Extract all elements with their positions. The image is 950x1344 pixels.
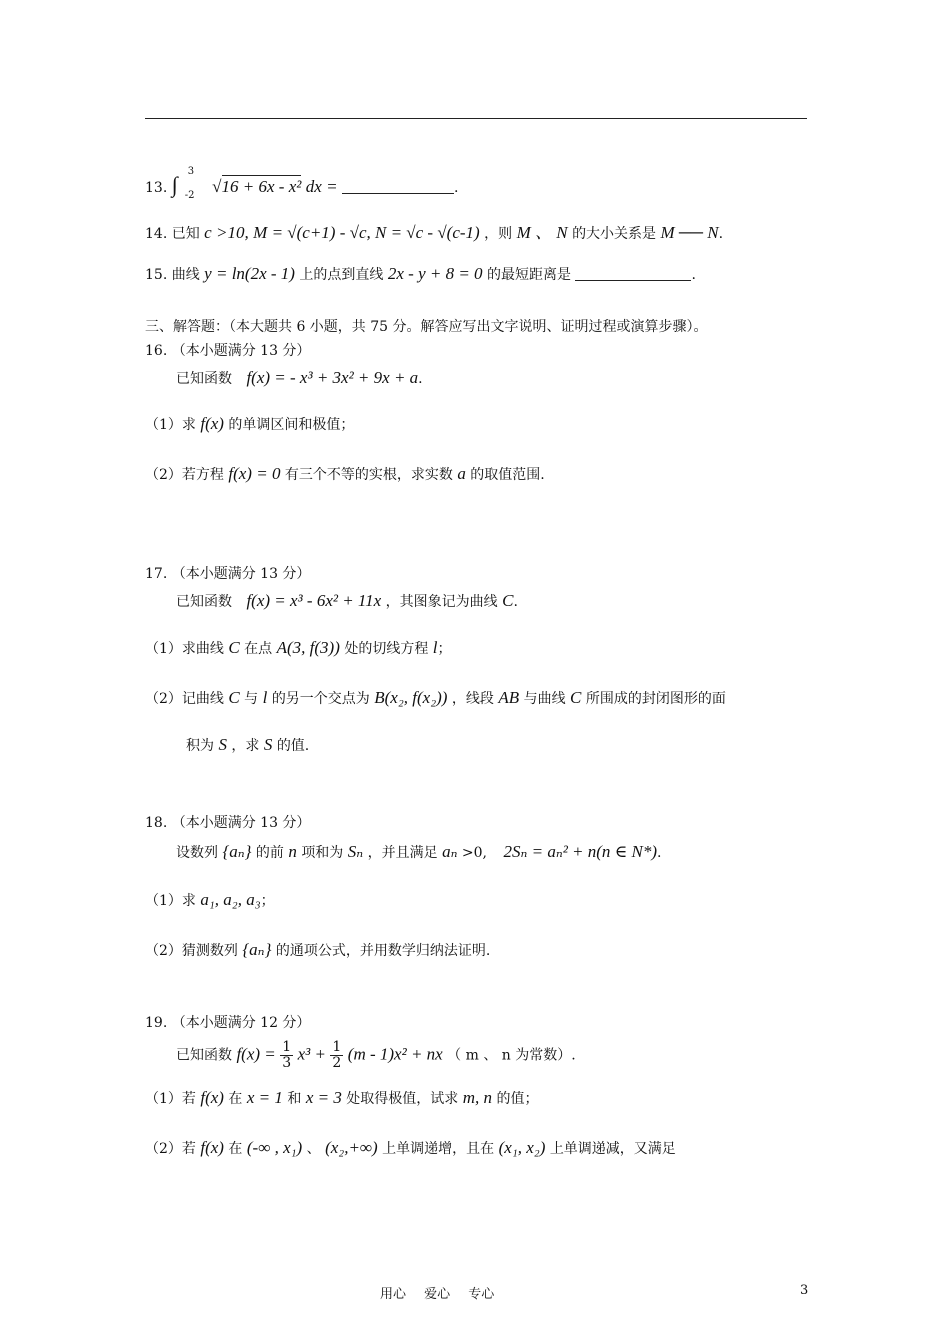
question-number: 13. xyxy=(145,180,168,196)
condition-expr: c >10, xyxy=(204,223,249,242)
text: 、 xyxy=(306,1141,321,1157)
text: 已知函数 xyxy=(176,371,232,387)
sequence-expr: {aₙ} xyxy=(242,940,272,959)
function-part: x³ + xyxy=(297,1044,326,1064)
interval-expr: (-∞ , x₁) xyxy=(246,1138,303,1157)
function-expr: f(x) xyxy=(200,1088,224,1107)
mn-vars: M 、 N xyxy=(516,223,568,242)
function-lhs: f(x) = xyxy=(236,1044,276,1064)
text: 上的点到直线 xyxy=(299,267,384,283)
interval-expr: (x₂,+∞) xyxy=(325,1138,378,1157)
text: 上单调递减，又满足 xyxy=(549,1141,676,1157)
curve-var: C xyxy=(570,688,582,707)
q19-part1 xyxy=(145,1088,538,1108)
var-s: S xyxy=(263,735,273,754)
integral-lower-limit: -2 xyxy=(184,190,195,201)
frac-num: 1 xyxy=(282,1039,292,1055)
part-label: （1）求 xyxy=(145,893,196,909)
text: ，其图象记为曲线 xyxy=(385,594,498,610)
question-19-title: 19. （本小题满分 12 分） xyxy=(145,1015,311,1031)
q16-part1 xyxy=(145,414,354,434)
text: 的值. xyxy=(276,738,310,754)
function-part: (m - 1)x² + nx xyxy=(347,1044,443,1064)
text: 的前 xyxy=(255,845,284,861)
q16-given: 已知函数 f(x) = - x³ + 3x² + 9x + a. xyxy=(176,368,423,387)
integrand-radicand: 16 + 6x - x² xyxy=(221,177,302,196)
q18-given: 设数列 {aₙ} 的前 n 项和为 Sₙ ，并且满足 aₙ >0, 2Sₙ = aₙ² + n(n ∈ N*). xyxy=(176,842,662,861)
text: 设数列 xyxy=(176,845,218,861)
equation-expr: f(x) = 0 xyxy=(228,464,281,483)
text: ，线段 xyxy=(451,691,494,707)
text: 在 xyxy=(228,1141,243,1157)
text: 已知函数 xyxy=(176,594,232,610)
function-expr: f(x) xyxy=(200,1138,224,1157)
header-rule xyxy=(145,118,807,119)
question-18-title: 18. （本小题满分 13 分） xyxy=(145,815,311,831)
constant-note: （ m 、 n 为常数）. xyxy=(447,1047,576,1064)
text: 的最短距离是 xyxy=(487,267,572,283)
text: 的另一个交点为 xyxy=(271,691,370,707)
question-number: 14. 已知 xyxy=(145,226,200,242)
text: 积为 xyxy=(186,738,214,754)
text: 项和为 xyxy=(301,845,344,861)
function-expr: f(x) = x³ - 6x² + 11x xyxy=(246,591,382,610)
text: 在 xyxy=(228,1091,243,1107)
part-label: （2）若 xyxy=(145,1141,196,1157)
vars-mn: m, n xyxy=(462,1088,493,1107)
part-label: （1）求曲线 xyxy=(145,641,224,657)
part-label: （1）若 xyxy=(145,1091,196,1107)
text: 处取得极值，试求 xyxy=(346,1091,459,1107)
text: ，求 xyxy=(231,738,260,754)
part-label: （2）记曲线 xyxy=(145,691,224,707)
line-expr: 2x - y + 8 = 0 xyxy=(387,264,483,283)
curve-expr: y = ln(2x - 1) xyxy=(204,264,295,283)
function-expr: f(x) = - x³ + 3x² + 9x + a xyxy=(246,368,419,387)
sequence-expr: {aₙ} xyxy=(222,842,252,861)
var-sn: Sₙ xyxy=(347,842,364,861)
frac-den: 3 xyxy=(282,1055,292,1071)
q19-given xyxy=(176,1040,576,1071)
comparison-answer: M ── N xyxy=(660,223,719,242)
q17-part2 xyxy=(145,688,726,708)
var-a: a xyxy=(457,464,466,483)
var-l: l xyxy=(432,638,438,657)
text: 和 xyxy=(287,1091,302,1107)
question-15: 15. 曲线 y = ln(2x - 1) 上的点到直线 2x - y + 8 = 0 的最短距离是 . xyxy=(145,264,696,283)
frac-num: 1 xyxy=(332,1039,342,1055)
text: 的单调区间和极值； xyxy=(228,417,355,433)
integral-tail: dx = xyxy=(305,177,338,196)
text: ，并且满足 xyxy=(367,845,438,861)
q18-part1: （1）求 a₁, a₂, a₃； xyxy=(145,890,275,909)
segment-expr: AB xyxy=(498,688,520,707)
var-n: n xyxy=(288,842,297,861)
text: 所围成的封闭图形的面 xyxy=(585,691,726,707)
part-label: （2）若方程 xyxy=(145,467,224,483)
var-s: S xyxy=(218,735,227,754)
page-number: 3 xyxy=(800,1283,809,1298)
curve-var: C xyxy=(502,591,514,610)
relation-expr: 2Sₙ = aₙ² + n(n ∈ N*) xyxy=(503,842,658,861)
text: 与 xyxy=(244,691,259,707)
q19-part2 xyxy=(145,1138,676,1158)
text: 已知函数 xyxy=(176,1047,232,1064)
integral-sign: ∫ xyxy=(171,172,178,197)
fraction-one-third xyxy=(280,1040,293,1071)
var-an: aₙ xyxy=(442,842,458,861)
text: 有三个不等的实根，求实数 xyxy=(284,467,453,483)
question-number: 15. 曲线 xyxy=(145,267,200,283)
text: 上单调递增，且在 xyxy=(382,1141,495,1157)
point-expr: A(3, f(3)) xyxy=(276,638,340,657)
text: 的通项公式，并用数学归纳法证明. xyxy=(275,943,491,959)
answer-blank xyxy=(342,179,454,194)
q16-part2 xyxy=(145,464,545,484)
text: 与曲线 xyxy=(523,691,566,707)
question-16-title: 16. （本小题满分 13 分） xyxy=(145,343,311,359)
part-label: （2）猜测数列 xyxy=(145,943,238,959)
function-expr: f(x) xyxy=(200,414,224,433)
x-value: x = 3 xyxy=(305,1088,342,1107)
text: ，则 xyxy=(484,226,513,242)
q18-part2 xyxy=(145,940,490,960)
question-13: 13. ∫ 3 -2 √16 + 6x - x² dx = . xyxy=(145,166,459,201)
terms-expr: a₁, a₂, a₃ xyxy=(200,890,261,909)
x-value: x = 1 xyxy=(246,1088,283,1107)
text: >0, xyxy=(461,845,487,861)
section-heading: 三、解答题：（本大题共 6 小题，共 75 分。解答应写出文字说明、证明过程或演算步骤）。 xyxy=(145,319,708,335)
text: 在点 xyxy=(244,641,273,657)
q17-part1: （1）求曲线 C 在点 A(3, f(3)) 处的切线方程 l； xyxy=(145,638,452,657)
interval-expr: (x₁, x₂) xyxy=(498,1138,546,1157)
q17-part2-cont xyxy=(186,735,309,755)
part-label: （1）求 xyxy=(145,417,196,433)
integral-upper-limit: 3 xyxy=(187,166,195,177)
text: 的大小关系是 xyxy=(572,226,657,242)
fraction-one-half xyxy=(330,1040,343,1071)
definition-expr: M = √(c+1) - √c, N = √c - √(c-1) xyxy=(253,223,480,242)
text: 的取值范围. xyxy=(470,467,545,483)
curve-var: C xyxy=(228,688,240,707)
frac-den: 2 xyxy=(332,1055,342,1071)
point-expr: B(x₂, f(x₂)) xyxy=(374,688,448,707)
text: 的值； xyxy=(496,1091,539,1107)
question-17-title: 17. （本小题满分 13 分） xyxy=(145,566,311,582)
question-14: 14. 已知 c >10, M = √(c+1) - √c, N = √c - √(c-1) ，则 M 、 N 的大小关系是 M ── N. xyxy=(145,223,724,242)
var-l: l xyxy=(262,688,268,707)
q17-given: 已知函数 f(x) = x³ - 6x² + 11x ，其图象记为曲线 C. xyxy=(176,591,518,610)
answer-blank xyxy=(575,266,691,281)
text: 处的切线方程 xyxy=(344,641,429,657)
footer-motto: 用心 爱心 专心 xyxy=(380,1287,495,1302)
curve-var: C xyxy=(228,638,240,657)
